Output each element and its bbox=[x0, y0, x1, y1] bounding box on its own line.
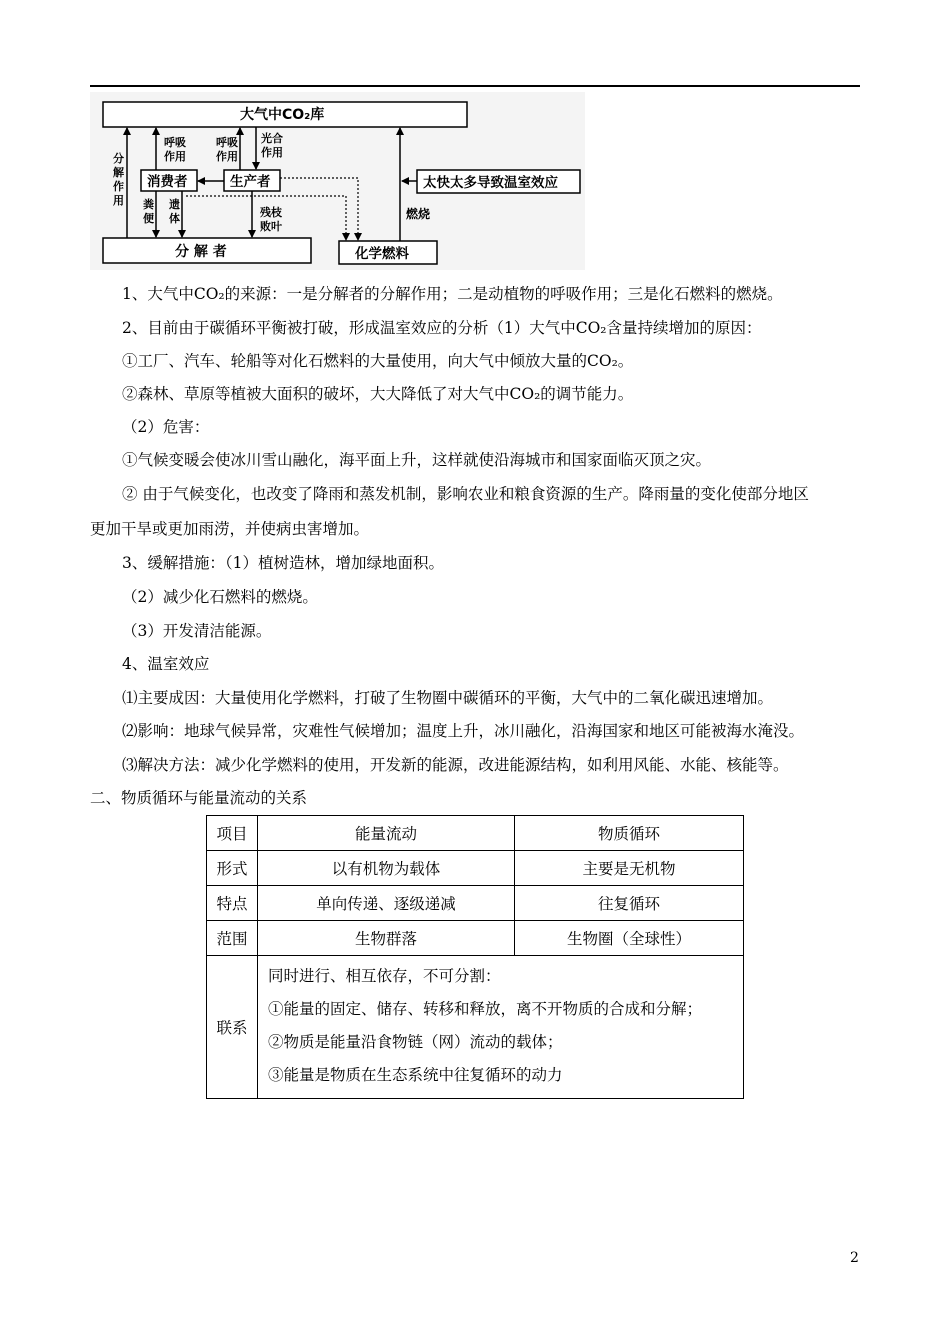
table-cell: 单向传递、逐级递减 bbox=[258, 886, 515, 921]
table-row bbox=[207, 921, 744, 956]
paragraph-6: ①气候变暖会使冰川雪山融化，海平面上升，这样就使沿海城市和国家面临灭顶之灾。 bbox=[122, 451, 712, 469]
svg-text:解: 解 bbox=[113, 166, 124, 179]
table-cell: 主要是无机物 bbox=[515, 851, 744, 886]
svg-text:分: 分 bbox=[113, 152, 124, 165]
table-header-cell: 能量流动 bbox=[258, 816, 515, 851]
svg-text:败叶: 败叶 bbox=[260, 220, 282, 233]
co2-pool-label: 大气中CO₂库 bbox=[240, 107, 325, 123]
label-burning: 燃烧 bbox=[406, 207, 431, 221]
link-line: ③能量是物质在生态系统中往复循环的动力 bbox=[268, 1066, 563, 1084]
relation-table bbox=[206, 815, 744, 1099]
svg-text:作用: 作用 bbox=[164, 150, 186, 163]
header-rule bbox=[90, 85, 860, 87]
svg-text:作用: 作用 bbox=[261, 146, 283, 159]
table-cell: 生物圈（全球性） bbox=[515, 921, 744, 956]
paragraph-14: ⑵影响：地球气候异常，灾难性气候增加；温度上升，冰川融化，沿海国家和地区可能被海水淹没。 bbox=[122, 722, 805, 740]
paragraph-11: （3）开发清洁能源。 bbox=[122, 622, 272, 640]
paragraph-1: 1、大气中CO₂的来源：一是分解者的分解作用；二是动植物的呼吸作用；三是化石燃料的燃烧。 bbox=[122, 285, 783, 303]
paragraph-10: （2）减少化石燃料的燃烧。 bbox=[122, 588, 318, 606]
table-cell: 生物群落 bbox=[258, 921, 515, 956]
decomposer-label: 分 解 者 bbox=[175, 244, 227, 260]
paragraph-13: ⑴主要成因：大量使用化学燃料，打破了生物圈中碳循环的平衡，大气中的二氧化碳迅速增加。 bbox=[122, 689, 774, 707]
producer-label: 生产者 bbox=[230, 174, 271, 190]
svg-text:便: 便 bbox=[143, 212, 154, 225]
paragraph-15: ⑶解决方法：减少化学燃料的使用，开发新的能源，改进能源结构，如利用风能、水能、核能等。 bbox=[122, 756, 789, 774]
svg-text:光合: 光合 bbox=[261, 132, 283, 145]
paragraph-9: 3、缓解措施：（1）植树造林，增加绿地面积。 bbox=[122, 554, 444, 572]
svg-text:作用: 作用 bbox=[216, 150, 238, 163]
page-number: 2 bbox=[850, 1250, 859, 1266]
consumer-label: 消费者 bbox=[147, 174, 188, 190]
table-cell: 往复循环 bbox=[515, 886, 744, 921]
svg-text:粪: 粪 bbox=[143, 198, 154, 211]
paragraph-12: 4、温室效应 bbox=[122, 655, 210, 673]
table-header-row bbox=[207, 816, 744, 851]
paragraph-2: 2、目前由于碳循环平衡被打破，形成温室效应的分析（1）大气中CO₂含量持续增加的原因： bbox=[122, 319, 762, 337]
paragraph-4: ②森林、草原等植被大面积的破坏，大大降低了对大气中CO₂的调节能力。 bbox=[122, 385, 634, 403]
greenhouse-label: 太快太多导致温室效应 bbox=[423, 175, 558, 191]
svg-text:用: 用 bbox=[113, 194, 124, 207]
link-line: ②物质是能量沿食物链（网）流动的载体； bbox=[268, 1033, 563, 1051]
table-link-cell bbox=[258, 956, 744, 1099]
table-header-cell: 项目 bbox=[207, 816, 258, 851]
paragraph-8: 更加干旱或更加雨涝，并使病虫害增加。 bbox=[90, 520, 370, 538]
svg-text:呼吸: 呼吸 bbox=[216, 136, 238, 149]
table-cell: 特点 bbox=[207, 886, 258, 921]
table-row bbox=[207, 851, 744, 886]
svg-text:遗: 遗 bbox=[169, 198, 180, 211]
paragraph-5: （2）危害： bbox=[122, 418, 210, 436]
table-header-cell: 物质循环 bbox=[515, 816, 744, 851]
table-row bbox=[207, 886, 744, 921]
section-heading: 二、物质循环与能量流动的关系 bbox=[90, 789, 308, 807]
table-cell: 范围 bbox=[207, 921, 258, 956]
link-line: 同时进行、相互依存，不可分割： bbox=[268, 967, 501, 985]
fossil-fuel-label: 化学燃料 bbox=[355, 246, 409, 262]
link-line: ①能量的固定、储存、转移和释放，离不开物质的合成和分解； bbox=[268, 1000, 703, 1018]
table-cell: 以有机物为载体 bbox=[258, 851, 515, 886]
table-cell: 联系 bbox=[207, 956, 258, 1099]
svg-text:残枝: 残枝 bbox=[260, 206, 282, 219]
carbon-cycle-diagram bbox=[90, 92, 585, 270]
table-cell: 形式 bbox=[207, 851, 258, 886]
table-link-row bbox=[207, 956, 744, 1099]
svg-text:体: 体 bbox=[169, 212, 180, 225]
paragraph-7: ② 由于气候变化，也改变了降雨和蒸发机制，影响农业和粮食资源的生产。降雨量的变化使部分地区 bbox=[122, 485, 809, 503]
paragraph-3: ①工厂、汽车、轮船等对化石燃料的大量使用，向大气中倾放大量的CO₂。 bbox=[122, 352, 634, 370]
svg-text:作: 作 bbox=[113, 180, 124, 193]
svg-text:呼吸: 呼吸 bbox=[164, 136, 186, 149]
